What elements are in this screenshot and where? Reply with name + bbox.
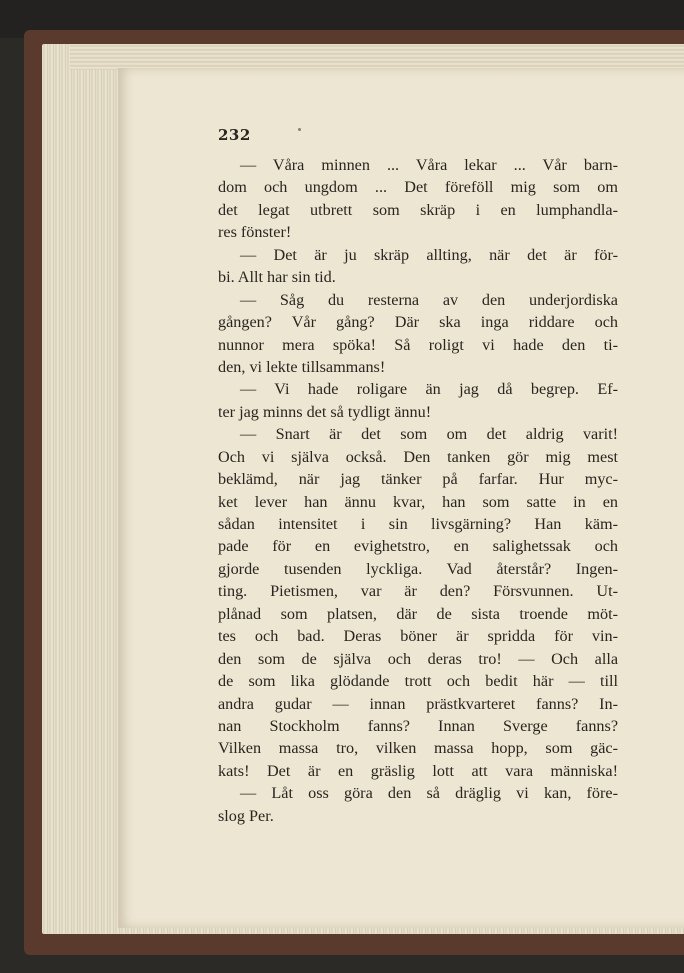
text-line: — Såg du resterna av den underjordiska [240, 290, 618, 309]
text-line: — Vi hade roligare än jag då begrep. Ef- [240, 380, 618, 399]
text-line: — Det är ju skräp allting, när det är för- [240, 245, 618, 264]
text-line: tes och bad. Deras böner är spridda för vin- [218, 627, 618, 646]
text-line: sådan intensitet i sin livsgärning? Han käm- [218, 515, 618, 533]
text-line: pade för en evighetstro, en salighetssak och [218, 537, 618, 556]
text-line: plånad som platsen, där de sista troende möt- [218, 604, 618, 623]
page-top-edges [70, 44, 684, 70]
text-line: gjorde tusenden lyckliga. Vad återstår? Ingen- [218, 559, 618, 578]
page-number: 232 [218, 126, 251, 144]
text-line: de som lika glödande trott och bedit här — till [218, 672, 618, 691]
text-line: den, vi lekte tillsammans! [218, 357, 386, 376]
text-line: beklämd, när jag tänker på farfar. Hur myc- [218, 470, 618, 489]
text-line: ket lever han ännu kvar, han som satte in en [218, 492, 618, 511]
text-line: Och vi själva också. Den tanken gör mig mest [218, 447, 618, 466]
text-line: ter jag minns det så tydligt ännu! [218, 402, 432, 421]
text-line: slog Per. [218, 806, 274, 825]
body-text [218, 154, 618, 827]
text-line: ting. Pietismen, var är den? Försvunnen. Ut- [218, 582, 618, 601]
text-line: den som de själva och deras tro! — Och alla [218, 649, 618, 668]
text-line: gången? Vår gång? Där ska inga riddare och [218, 313, 618, 332]
text-line: — Snart är det som om det aldrig varit! [240, 425, 618, 444]
text-line: res fönster! [218, 223, 292, 242]
text-line: Vilken massa tro, vilken massa hopp, som gäc- [218, 739, 618, 758]
text-line: — Våra minnen ... Våra lekar ... Vår barn- [240, 156, 618, 174]
ink-mark [298, 128, 301, 131]
text-line: bi. Allt har sin tid. [218, 268, 336, 287]
text-line: andra gudar — innan prästkvarteret fanns? In- [218, 694, 618, 713]
text-line: dom och ungdom ... Det föreföll mig som om [218, 178, 618, 197]
text-line: — Låt oss göra den så dräglig vi kan, före- [240, 784, 618, 803]
text-line: det legat utbrett som skräp i en lumphandla- [218, 200, 618, 219]
text-line: nan Stockholm fanns? Innan Sverge fanns? [218, 716, 618, 735]
text-line: nunnor mera spöka! Så roligt vi hade den ti- [218, 335, 618, 354]
text-line: kats! Det är en gräslig lott att vara människa! [218, 761, 618, 780]
